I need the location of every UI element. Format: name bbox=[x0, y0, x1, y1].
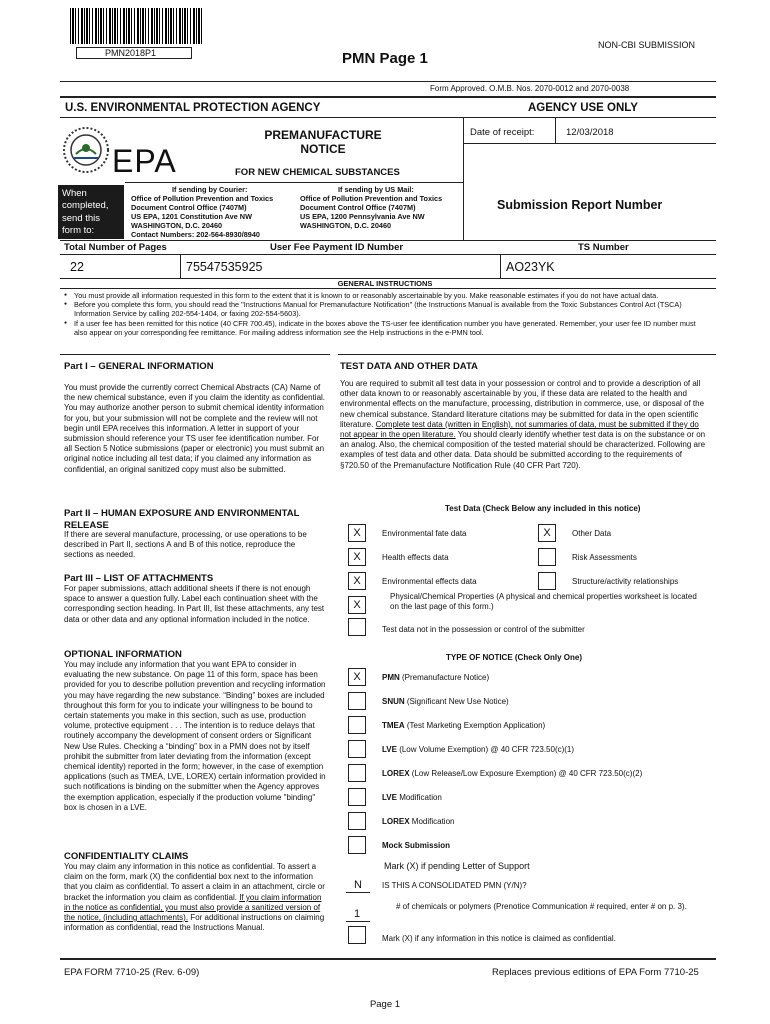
other-data-label: Other Data bbox=[572, 529, 612, 538]
notice-subtitle: FOR NEW CHEMICAL SUBSTANCES bbox=[235, 167, 400, 178]
other-data-checkbox[interactable]: X bbox=[538, 524, 556, 542]
mail-line-2: Document Control Office (7407M) bbox=[300, 203, 416, 212]
risk-assessments-label: Risk Assessments bbox=[572, 553, 637, 562]
notice-title-1: PREMANUFACTURE bbox=[264, 128, 382, 142]
courier-line-1: Office of Pollution Prevention and Toxics bbox=[131, 194, 274, 203]
consolidated-pmn-value[interactable]: N bbox=[354, 879, 362, 891]
tmea-checkbox[interactable] bbox=[348, 716, 366, 734]
snun-checkbox[interactable] bbox=[348, 692, 366, 710]
env-fate-checkbox[interactable]: X bbox=[348, 524, 366, 542]
submission-report-number-label: Submission Report Number bbox=[497, 198, 663, 212]
not-in-possession-checkbox[interactable] bbox=[348, 618, 366, 636]
structure-activity-checkbox[interactable] bbox=[538, 572, 556, 590]
not-in-possession-label: Test data not in the possession or control of the submitter bbox=[382, 625, 585, 634]
part3-body: For paper submissions, attach additional sheets if there is not enough space to answer a question fully. Label each continuation sheet with the corresponding section heading. In Part III, list these attachments, any test data or other data and any optional information included in the notice. bbox=[64, 584, 325, 624]
courier-line-2: Document Control Office (7407M) bbox=[131, 203, 247, 212]
agency-use-only: AGENCY USE ONLY bbox=[528, 102, 638, 114]
part1-body: You must provide the currently correct Chemical Abstracts (CA) Name of the new chemical substance, even if you claim the identity as confidential. You may authorize another person to submit chemical identity information for you, but your submission will not be complete and the review will not begin until EPA receives this information. A letter in support of your submission should reference your TS user fee identification number. For all Section 5 Notice submissions (paper or electronic) you must submit an original notice including all test data; if you claimed any information as confidential, an original sanitized copy must also be submitted. bbox=[64, 383, 326, 474]
physchem-checkbox[interactable]: X bbox=[348, 596, 366, 614]
chemical-count-value[interactable]: 1 bbox=[354, 908, 361, 920]
mail-heading: If sending by US Mail: bbox=[338, 185, 414, 194]
user-fee-label: User Fee Payment ID Number bbox=[270, 242, 404, 253]
mail-line-3: US EPA, 1200 Pennsylvania Ave NW bbox=[300, 212, 425, 221]
optional-body: You may include any information that you want EPA to consider in evaluating the new substance. On page 11 of this form, space has been provided for you to describe pollution prevention and recycling information you may have regarding the new substance. “Binding” boxes are included throughout this form for you to indicate your willingness to be bound to certain statements you make in this section, such as use, production volume, protective equipment . . . The intention is to reduce delays that routinely accompany the development of consent orders or Significant New Use Rules. Checking a “binding” box in a PMN does not by itself prohibit the submitter from later deviating from the information (except chemical identity) reported in the form; however, in the case of exemption applications (such as TMEA, LVE, LOREX) certain information provided in such notifications is binding on the submitter when the Agency approves the exemption application, especially if the production volume "binding" box is chosen in a LVE. bbox=[64, 660, 326, 812]
test-data-title: TEST DATA AND OTHER DATA bbox=[340, 361, 478, 372]
lorex-modification-checkbox[interactable] bbox=[348, 812, 366, 830]
ts-number-label: TS Number bbox=[578, 242, 629, 253]
replaces-previous: Replaces previous editions of EPA Form 7710-25 bbox=[492, 967, 699, 978]
barcode-code: PMN2018P1 bbox=[105, 48, 157, 58]
lve-label: LVE (Low Volume Exemption) @ 40 CFR 723.50(c)(1) bbox=[382, 745, 575, 754]
when-line-3: send this bbox=[62, 212, 101, 224]
form-number: EPA FORM 7710-25 (Rev. 6-09) bbox=[64, 967, 200, 978]
total-pages-value[interactable]: 22 bbox=[70, 260, 84, 274]
part1-title: Part I – GENERAL INFORMATION bbox=[64, 361, 214, 372]
instruction-item: ● Before you complete this form, you should read the "Instructions Manual for Premanufacture Notification" (the Instructions Manual is available from the Toxic Substances Control Act (TSCA) Information Service by calling 202-554-1404, or faxing 202-554-5603). bbox=[62, 300, 710, 318]
pmn-checkbox[interactable]: X bbox=[348, 668, 366, 686]
notice-title-2: NOTICE bbox=[300, 142, 346, 156]
snun-label: SNUN (Significant New Use Notice) bbox=[382, 697, 509, 706]
confidentiality-body: You may claim any information in this notice as confidential. To assert a claim on the form, mark (X) the confidential box next to the information that you claim as confidential. To assert a claim in an attachment, circle or bracket the information you claim as confidential. If you claim information in the notice as confidential, you must also provide a sanitized version of the notice, (including attachments). For additional instructions on claiming information as confidential, read the Instructions Manual. bbox=[64, 862, 325, 933]
total-pages-label: Total Number of Pages bbox=[64, 242, 167, 253]
optional-title: OPTIONAL INFORMATION bbox=[64, 649, 182, 660]
confidential-claim-label: Mark (X) if any information in this notice is claimed as confidential. bbox=[382, 934, 616, 943]
form-approval: Form Approved. O.M.B. Nos. 2070-0012 and 2070-0038 bbox=[430, 84, 630, 93]
when-line-1: When bbox=[62, 188, 87, 199]
lve-modification-checkbox[interactable] bbox=[348, 788, 366, 806]
env-effects-label: Environmental effects data bbox=[382, 577, 477, 586]
courier-line-3: US EPA, 1201 Constitution Ave NW bbox=[131, 212, 252, 221]
page-number: Page 1 bbox=[369, 999, 401, 1010]
mock-submission-checkbox[interactable] bbox=[348, 836, 366, 854]
when-completed-box bbox=[58, 185, 124, 239]
part2-title: Part II – HUMAN EXPOSURE AND ENVIRONMENTAL RELEASE bbox=[64, 508, 300, 531]
risk-assessments-checkbox[interactable] bbox=[538, 548, 556, 566]
env-effects-checkbox[interactable]: X bbox=[348, 572, 366, 590]
when-line-2: completed, bbox=[62, 200, 109, 212]
mail-line-1: Office of Pollution Prevention and Toxics bbox=[300, 194, 443, 203]
part3-title: Part III – LIST OF ATTACHMENTS bbox=[64, 573, 214, 584]
general-instructions-list bbox=[62, 291, 710, 337]
barcode bbox=[70, 8, 202, 44]
lve-checkbox[interactable] bbox=[348, 740, 366, 758]
health-effects-label: Health effects data bbox=[382, 553, 449, 562]
physchem-label: Physical/Chemical Properties (A physical and chemical properties worksheet is located on the last page of this form.) bbox=[390, 592, 697, 612]
confidentiality-title: CONFIDENTIALITY CLAIMS bbox=[64, 851, 189, 862]
epa-seal bbox=[62, 126, 110, 174]
lorex-label: LOREX (Low Release/Low Exposure Exemption) @ 40 CFR 723.50(c)(2) bbox=[382, 769, 643, 778]
mock-submission-label: Mock Submission bbox=[382, 841, 451, 850]
ts-number-value[interactable]: AO23YK bbox=[506, 260, 555, 274]
letter-of-support-label: Mark (X) if pending Letter of Support bbox=[384, 861, 530, 871]
courier-line-4: WASHINGTON, D.C. 20460 bbox=[131, 221, 223, 230]
lve-modification-label: LVE Modification bbox=[382, 793, 442, 802]
test-data-check-title: Test Data (Check Below any included in this notice) bbox=[445, 504, 641, 513]
courier-heading: If sending by Courier: bbox=[172, 185, 248, 194]
pmn-label: PMN (Premanufacture Notice) bbox=[382, 673, 490, 682]
lorex-modification-label: LOREX Modification bbox=[382, 817, 455, 826]
notice-type-title: TYPE OF NOTICE (Check Only One) bbox=[446, 653, 583, 662]
health-effects-checkbox[interactable]: X bbox=[348, 548, 366, 566]
instruction-item: ● If a user fee has been remitted for this notice (40 CFR 700.45), indicate in the boxes above the TS-user fee identification number you have generated. Remember, your user fee ID number must also appear on your corresponding fee remittance. For mailing address information see the Help instructions in the e-PMN tool. bbox=[62, 319, 710, 337]
courier-line-5: Contact Numbers: 202-564-8930/8940 bbox=[131, 230, 260, 239]
confidential-claim-checkbox[interactable] bbox=[348, 926, 366, 944]
consolidated-pmn-label: IS THIS A CONSOLIDATED PMN (Y/N)? bbox=[382, 881, 527, 890]
env-fate-label: Environmental fate data bbox=[382, 529, 467, 538]
lorex-checkbox[interactable] bbox=[348, 764, 366, 782]
agency-name: U.S. ENVIRONMENTAL PROTECTION AGENCY bbox=[65, 102, 321, 114]
mail-line-4: WASHINGTON, D.C. 20460 bbox=[300, 221, 392, 230]
part2-body: If there are several manufacture, processing, or use operations to be described in Part II, sections A and B of this notice, reproduce the sections as needed. bbox=[64, 530, 307, 560]
submission-type: NON-CBI SUBMISSION bbox=[598, 40, 696, 50]
tmea-label: TMEA (Test Marketing Exemption Application) bbox=[382, 721, 546, 730]
test-data-body: You are required to submit all test data in your possession or control and to provide a description of all other data known to or reasonably ascertainable by you, if these data are related to the health and environmental effects on the manufacture, processing, distribution in commerce, use, or disposal of the new chemical substance. Standard literature citations may be submitted for data in the open scientific literature. Complete test data (written in English), not summaries of data, must be submitted if they do not appear in the open literature. You should clearly identify whether test data is on the substance or on an analog. Also, the chemical composition of the tested material should be characterized. Following are examples of test data and other data. Data should be submitted according to the requirements of §720.50 of the Premanufacture Notification Rule (40 CFR Part 720). bbox=[340, 379, 706, 470]
user-fee-value[interactable]: 75547535925 bbox=[186, 260, 263, 274]
date-of-receipt-value[interactable]: 12/03/2018 bbox=[566, 127, 614, 138]
epa-logo-text: EPA bbox=[112, 143, 177, 179]
general-instructions-heading: GENERAL INSTRUCTIONS bbox=[337, 279, 433, 288]
instruction-item: ● You must provide all information requested in this form to the extent that it is known to or reasonably ascertainable by you. Make reasonable estimates if you do not have actual data. bbox=[62, 291, 710, 300]
structure-activity-label: Structure/activity relationships bbox=[572, 577, 679, 586]
when-line-4: form to: bbox=[62, 225, 95, 237]
page-title: PMN Page 1 bbox=[342, 50, 428, 67]
chemical-count-label: # of chemicals or polymers (Prenotice Communication # required, enter # on p. 3). bbox=[396, 902, 687, 911]
date-of-receipt-label: Date of receipt: bbox=[470, 127, 535, 138]
